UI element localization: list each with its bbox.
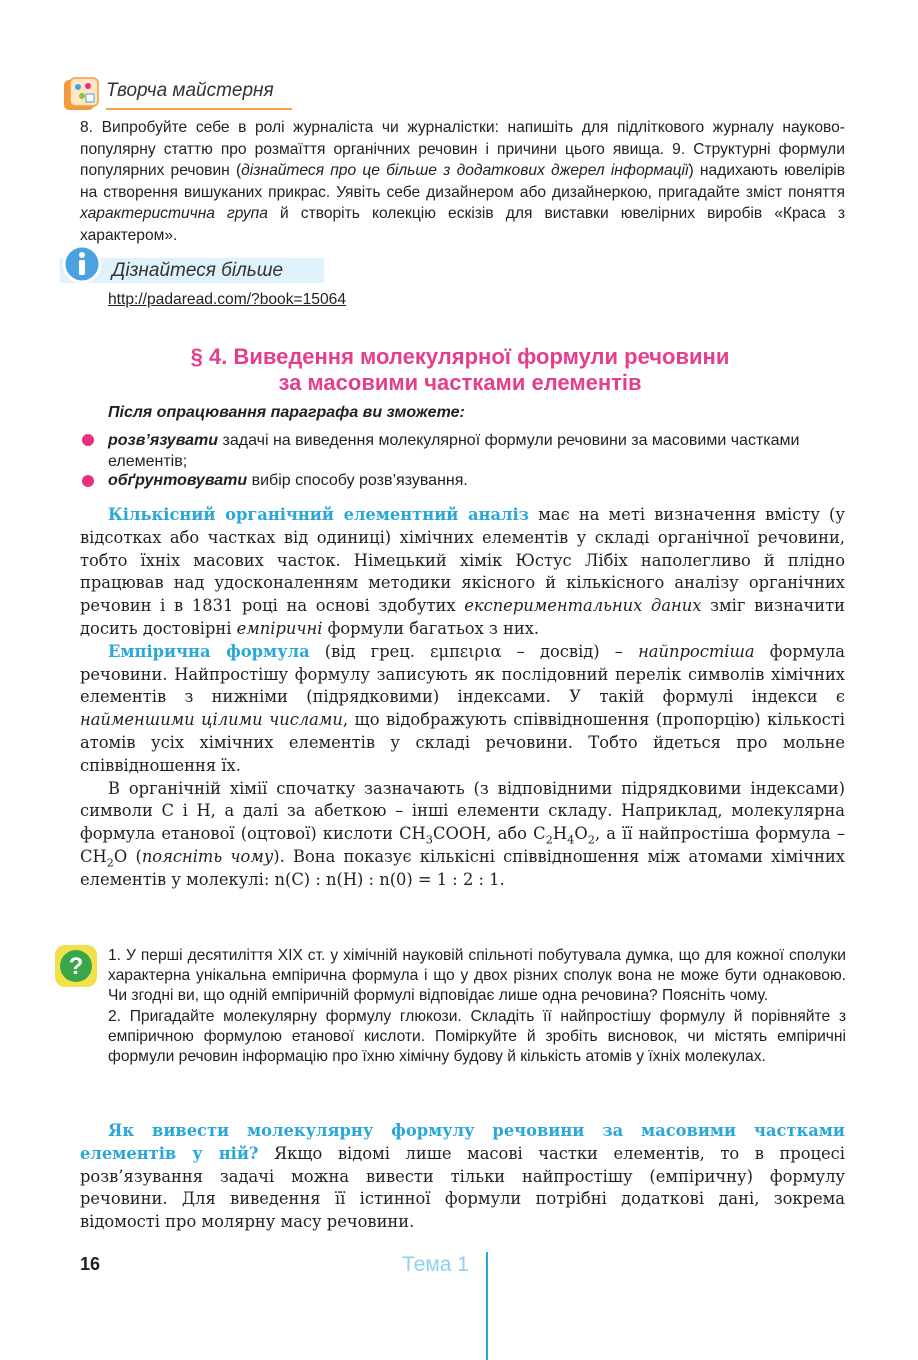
paragraph-text: зміг визначити досить достовірні	[80, 596, 846, 638]
workshop-text	[80, 117, 845, 247]
bullet-dot	[82, 434, 94, 446]
section-title-line2: за масовими частками елементів	[278, 370, 642, 395]
paragraph-text: формули багатьох з них.	[322, 618, 540, 638]
workshop-heading	[106, 80, 292, 110]
paragraph-text: формула речовини. Найпростішу формулу записують як послідовний перелік символів хімічних елементів з нижніми (підрядковими) індексами. У такій формулі індекси є	[80, 641, 846, 707]
subscript: 4	[567, 832, 575, 847]
question-icon	[54, 944, 98, 988]
info-icon	[62, 244, 102, 284]
questions-block	[108, 946, 846, 1067]
paragraph-italic: поясніть чому	[141, 846, 274, 866]
objective-item	[108, 430, 848, 472]
objective-verb: обґрунтовувати	[108, 472, 248, 489]
workshop-text-part: й створіть колекцію ескізів для виставки ювелірних виробів «Краса з характером».	[80, 205, 845, 244]
objective-verb: розв’язувати	[108, 432, 219, 449]
svg-text:?: ?	[68, 953, 84, 980]
workshop-text-italic: дізнайтеся про це більше з додаткових джерел інформації	[241, 162, 689, 180]
paragraph-text: H	[552, 824, 568, 844]
paragraph-text: Якщо відомі лише масові частки елементів, то в процесі розв’язування задачі можна вивести тільки найпростішу (емпіричну) формулу речовини. Для виведення її істинної формули потрібні додаткові дані, зокрема відомості про молярну масу речовини.	[80, 1143, 845, 1232]
learn-more-title: Дізнайтеся більше	[112, 260, 284, 281]
objective-text: вибір способу розв’язування.	[247, 472, 468, 489]
paragraph-derivation	[80, 1120, 845, 1234]
paragraph-text: O	[574, 824, 588, 844]
paragraph-text: (від грец. εμπειρια – досвід) –	[309, 641, 639, 661]
term-highlight: Як вивести молекулярну формулу речовини за масовими частками елементів у ній?	[80, 1121, 845, 1163]
section-title-line1: § 4. Виведення молекулярної формули речовини	[190, 344, 730, 369]
subscript: 2	[587, 832, 595, 847]
term-highlight: Емпірична формула	[108, 641, 310, 661]
paragraph-organic	[80, 778, 845, 892]
objective-text: задачі на виведення молекулярної формули речовини за масовими частками елементів;	[108, 432, 800, 470]
workshop-title: Творча майстерня	[106, 80, 274, 101]
paragraph-text: O (	[113, 846, 142, 866]
subscript: 3	[425, 832, 434, 847]
paragraph-analysis	[80, 504, 845, 641]
topic-label: Тема 1	[402, 1253, 469, 1276]
workshop-text-italic: характеристична група	[80, 205, 268, 223]
paragraph-italic: найпростіша	[638, 641, 755, 661]
paragraph-text: COOH, або C	[433, 824, 546, 844]
bullet-dot	[82, 475, 94, 487]
paragraph-text: , а її найпростіша формула – CH	[80, 824, 845, 866]
paragraph-italic: найменшими цілими числами	[80, 710, 343, 730]
workshop-palette-icon	[62, 76, 100, 112]
section-title	[80, 344, 840, 396]
body-text-2	[80, 1120, 845, 1234]
paragraph-text: ). Вона показує кількісні співвідношення між атомами хімічних елементів у молекулі:	[80, 846, 845, 889]
workshop-text-part: ) надихають ювелірів на створення вишуканих прикрас. Уявіть себе дизайнером або дизайнеркою, пригадайте зміст поняття	[80, 162, 845, 201]
paragraph-text: , що відображують співвідношення (пропорцію) кількості атомів усіх хімічних елементів у складі речовини. Тобто йдеться про мольне співвідношення їх.	[80, 710, 845, 775]
objectives-heading: Після опрацювання параграфа ви зможете:	[108, 404, 465, 421]
mole-ratio: n(C) : n(H) : n(0) = 1 : 2 : 1.	[274, 869, 505, 889]
paragraph-italic: емпіричні	[236, 618, 323, 638]
paragraph-empirical	[80, 641, 845, 778]
objective-item	[108, 470, 848, 491]
learn-more-link[interactable]: http://padaread.com/?book=15064	[108, 291, 346, 308]
paragraph-text: В органічній хімії спочатку зазначають (з відповідними підрядковими індексами) символи C і H, а далі за абеткою – інші елементи складу. Наприклад, молекулярна формула етанової (оцтової) кислоти CH	[80, 778, 845, 844]
paragraph-text: має на меті визначення вмісту (у відсотках або частках від одиниці) хімічних елементів у складі органічної речовини, тобто їхніх масових часток. Німецький хімік Юстус Лібіх наполегливо й плідно працював над удосконаленням методики якісного й кількісного аналізу органічних речовин і в 1831 році на основі здобутих	[80, 505, 845, 616]
page-number: 16	[80, 1254, 101, 1274]
term-highlight: Кількісний органічний елементний аналіз	[108, 505, 530, 524]
question-1: 1. У перші десятиліття XIX ст. у хімічній науковій спільноті побутувала думка, що для кожної сполуки характерна унікальна емпірична формула і що у двох різних сполук вона не може бути однаковою. Чи згодні ви, що одній емпіричній формулі відповідає лише одна речовина? Поясніть чому.	[108, 947, 846, 1005]
question-2: 2. Пригадайте молекулярну формулу глюкози. Складіть її найпростішу формулу й порівняйте з емпіричною формулою етанової кислоти. Поміркуйте й зробіть висновок, чи містять емпіричні формули речовин інформацію про їхню хімічну будову й кількість атомів у їхніх молекулах.	[108, 1007, 846, 1066]
subscript: 2	[545, 832, 553, 847]
paragraph-italic: експериментальних даних	[464, 596, 702, 616]
body-text	[80, 504, 845, 892]
subscript: 2	[106, 855, 114, 870]
workshop-text-part: 8. Випробуйте себе в ролі журналіста чи журналістки: напишіть для підліткового журналу науково-популярну статтю про розмаїття органічних речовин і причини цього явища. 9. Структурні формули популярних речовин (	[80, 119, 845, 180]
footer-divider	[486, 1252, 488, 1360]
